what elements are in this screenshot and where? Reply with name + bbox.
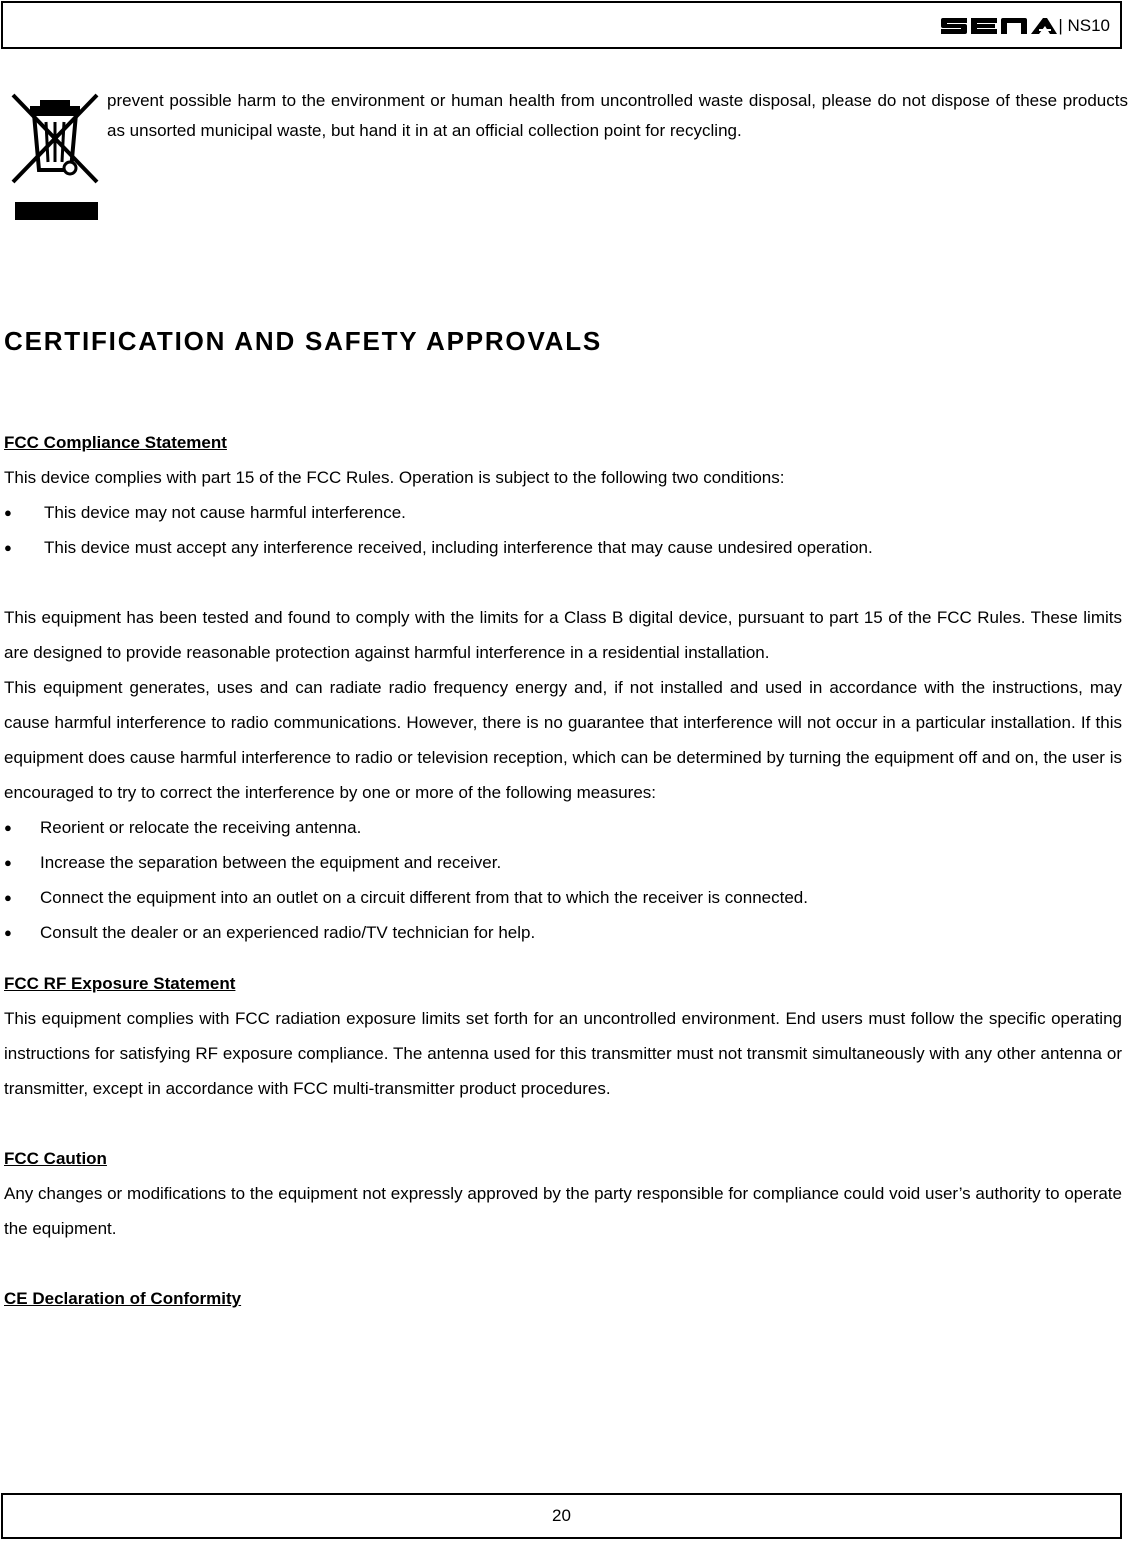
crossed-out-wheeled-bin-icon	[10, 92, 100, 222]
list-item-text: This device may not cause harmful interference.	[44, 503, 406, 522]
bullet-icon: ●	[4, 540, 12, 555]
fcc-caution-text: Any changes or modifications to the equipment not expressly approved by the party responsible for compliance could void user’s authority to operate the equipment.	[4, 1184, 1122, 1238]
bullet-icon: ●	[4, 925, 12, 940]
list-item-text: Connect the equipment into an outlet on a circuit different from that to which the receiver is connected.	[40, 888, 808, 907]
bullet-icon: ●	[4, 855, 12, 870]
fcc-compliance-intro: This device complies with part 15 of the FCC Rules. Operation is subject to the following two conditions:	[4, 468, 785, 487]
list-item	[4, 880, 1122, 915]
class-b-paragraph: This equipment has been tested and found to comply with the limits for a Class B digital device, pursuant to part 15 of the FCC Rules. These limits are designed to provide reasonable protection against harmful interference in a residential installation.	[4, 608, 1122, 662]
fcc-conditions-list	[4, 495, 1122, 565]
measures-list	[4, 810, 1122, 950]
list-item	[4, 845, 1122, 880]
list-item	[4, 810, 1122, 845]
bullet-icon: ●	[4, 505, 12, 520]
list-item	[4, 915, 1122, 950]
fcc-compliance-heading: FCC Compliance Statement	[4, 433, 227, 452]
bullet-icon: ●	[4, 820, 12, 835]
page-footer	[1, 1493, 1122, 1539]
header-brand-area	[939, 15, 1110, 37]
page-header	[1, 1, 1122, 49]
model-label: | NS10	[1058, 16, 1110, 35]
interference-paragraph: This equipment generates, uses and can radiate radio frequency energy and, if not installed and used in accordance with the instructions, may cause harmful interference to radio communications. However, there is no guarantee that interference will not occur in a particular installation. If this equipment does cause harmful interference to radio or television reception, which can be determined by turning the equipment off and on, the user is encouraged to try to correct the interference by one or more of the following measures:	[4, 678, 1122, 802]
sena-logo	[939, 15, 1057, 37]
fcc-caution-heading: FCC Caution	[4, 1149, 107, 1168]
ce-declaration-heading: CE Declaration of Conformity	[4, 1289, 242, 1308]
list-item-text: Consult the dealer or an experienced radio/TV technician for help.	[40, 923, 536, 942]
list-item-text: This device must accept any interference received, including interference that may cause undesired operation.	[44, 538, 873, 557]
list-item-text: Reorient or relocate the receiving antenna.	[40, 818, 362, 837]
fcc-rf-heading: FCC RF Exposure Statement	[4, 974, 236, 993]
main-content	[4, 425, 1122, 1316]
fcc-rf-text: This equipment complies with FCC radiation exposure limits set forth for an uncontrolled environment. End users must follow the specific operating instructions for satisfying RF exposure compliance. The antenna used for this transmitter must not transmit simultaneously with any other antenna or transmitter, except in accordance with FCC multi-transmitter product procedures.	[4, 1009, 1122, 1098]
page-number: 20	[552, 1506, 571, 1525]
list-item-text: Increase the separation between the equipment and receiver.	[40, 853, 502, 872]
bullet-icon: ●	[4, 890, 12, 905]
page-title: CERTIFICATION AND SAFETY APPROVALS	[4, 326, 603, 356]
list-item	[4, 495, 1122, 530]
list-item	[4, 530, 1122, 565]
weee-disposal-text: prevent possible harm to the environment or human health from uncontrolled waste disposal, please do not dispose of these products as unsorted municipal waste, but hand it in at an official collection point for recycling.	[107, 91, 1128, 140]
